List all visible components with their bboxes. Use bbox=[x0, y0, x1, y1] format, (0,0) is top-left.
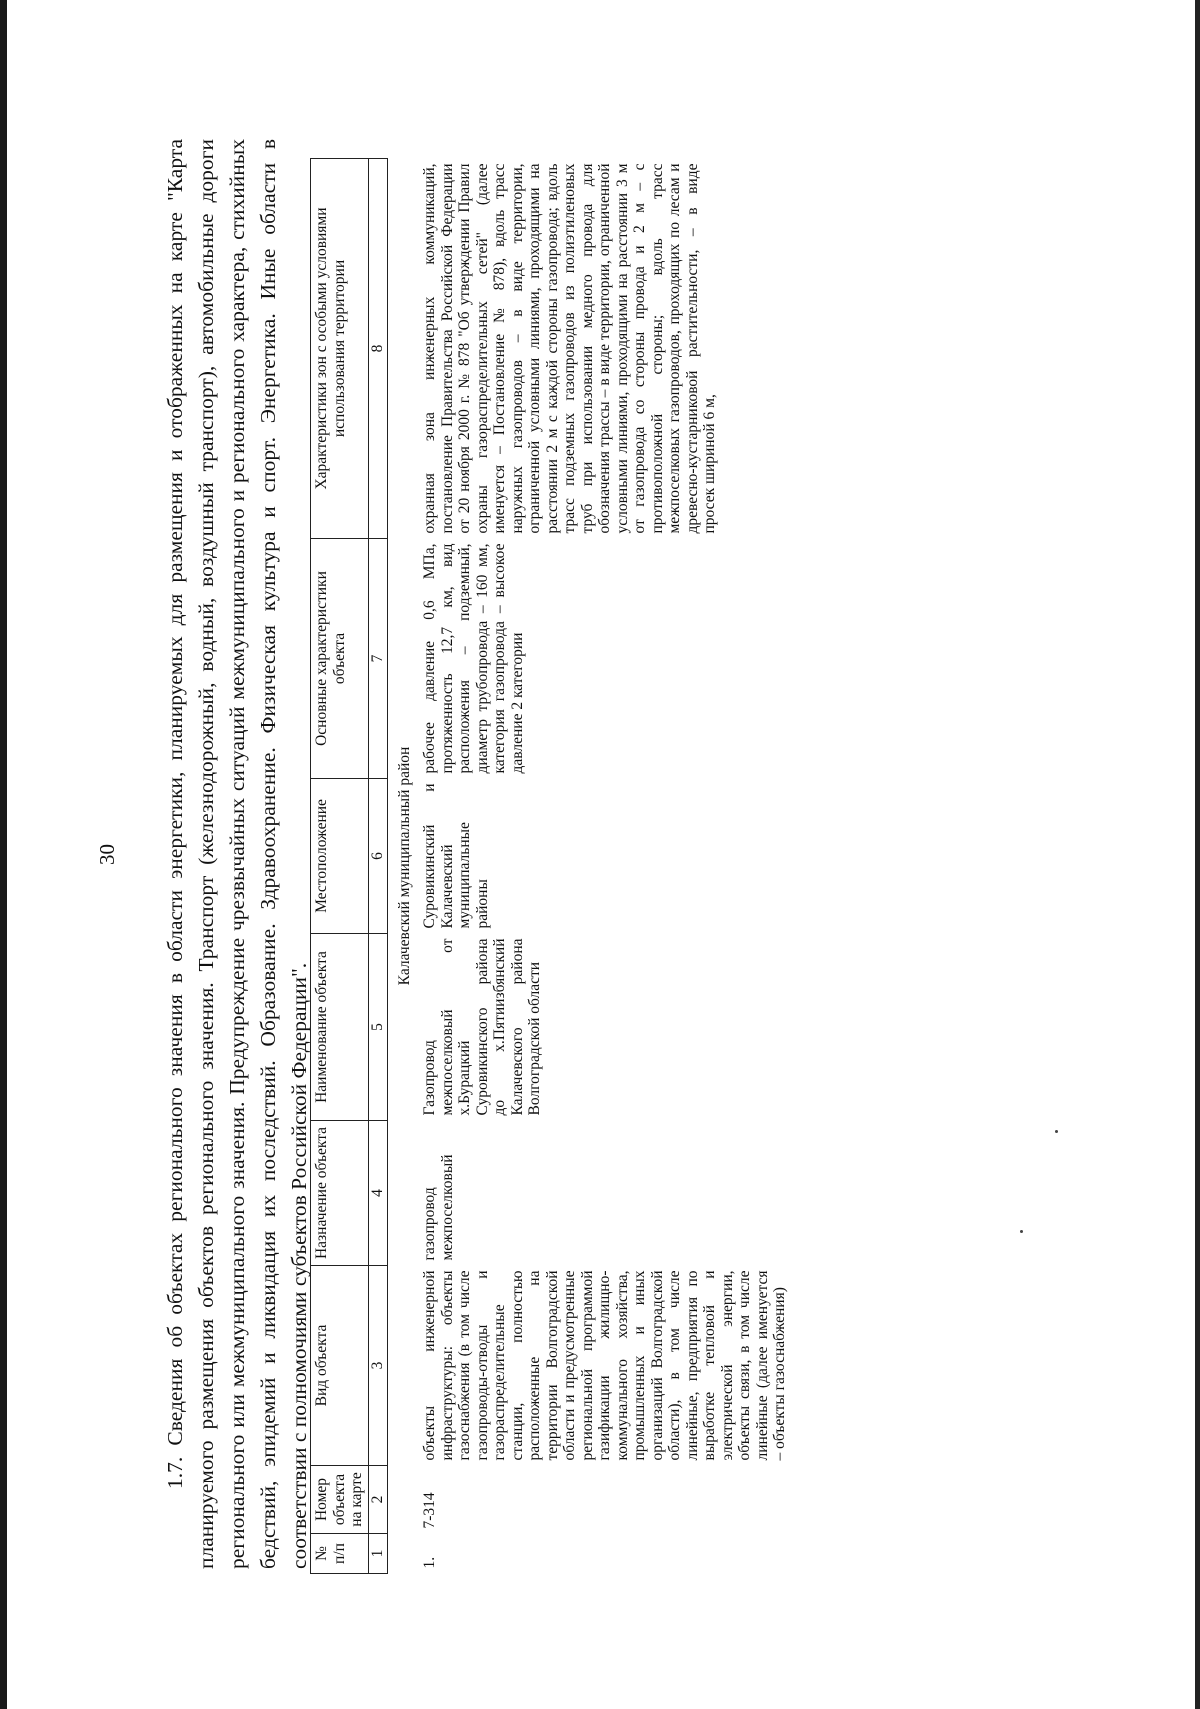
column-number-row bbox=[368, 159, 387, 1574]
row-number: 1. bbox=[421, 1556, 438, 1569]
column-number: 6 bbox=[368, 779, 387, 934]
object-name: Газопровод межпоселковый от х.Бурацкий Суровикинского района до х.Пятиизбянский Калачевского района Волгоградской области bbox=[421, 938, 543, 1116]
column-number: 3 bbox=[368, 1266, 387, 1466]
header-cell: Наименование объекта bbox=[311, 934, 369, 1121]
object-purpose: газопровод межпоселковый bbox=[421, 1154, 456, 1261]
header-cell: № п/п bbox=[311, 1534, 369, 1574]
column-number: 4 bbox=[368, 1121, 387, 1266]
table-row bbox=[419, 159, 791, 1574]
header-cell: Вид объекта bbox=[311, 1266, 369, 1466]
special-zones: охранная зона инженерных коммуникаций, постановление Правительства Российской Федерации от 20 ноября 2000 г. № 878 "Об утверждении Правил охраны газораспределительных сетей" (далее именуется – Постановление № 878), вдоль трасс наружных газопроводов – в виде территории, ограниченной условными линиями, проходящими на расстоянии 2 м с каждой стороны газопровода; вдоль трасс подземных газопроводов из полиэтиленовых труб при использовании медного провода для обозначения трассы – в виде территории, ограниченной условными линиями, проходящими на расстоянии 3 м от газопровода со стороны провода и 2 м – с противоположной стороны; вдоль трасс межпоселковых газопроводов, проходящих по лесам и древесно-кустарниковой растительности, – в виде просек шириной 6 м, bbox=[421, 163, 718, 534]
header-cell: Назначение объекта bbox=[311, 1121, 369, 1266]
header-cell: Местоположение bbox=[311, 779, 369, 934]
column-number: 5 bbox=[368, 934, 387, 1121]
map-object-number: 7-314 bbox=[421, 1492, 438, 1529]
object-location: Суровикинский и Калачевский муниципальные районы bbox=[421, 783, 491, 929]
header-cell: Основные характеристики объекта bbox=[311, 539, 369, 779]
header-cell: Характеристики зон с особыми условиями использования территории bbox=[311, 159, 369, 539]
page-number: 30 bbox=[95, 844, 119, 865]
section-heading: 1.7. Сведения об объектах регионального значения в области энергетики, планируемых для размещения и отображенных на карте "Карта планируемого размещения объектов регионального значения. Транспорт (железнодорожный, водный, воздушный транспорт), автомобильные дороги регионального или межмуниципального значения. Предупреждение чрезвычайных ситуаций межмуниципального и регионального характера, стихийных бедствий, эпидемий и ликвидация их последствий. Образование. Здравоохранение. Физическая культура и спорт. Энергетика. Иные области в соответствии с полномочиями субъектов Российской Федерации". bbox=[163, 139, 311, 1569]
column-number: 7 bbox=[368, 539, 387, 779]
column-number: 1 bbox=[368, 1534, 387, 1574]
district-row bbox=[387, 159, 419, 1574]
column-number: 2 bbox=[368, 1466, 387, 1534]
table-header-row bbox=[311, 159, 369, 1574]
object-kind: объекты инженерной инфраструктуры: объекты газоснабжения (в том числе газопроводы-отводы и газораспределительные станции, полностью расположенные на территории Волгоградской области и предусмотренные региональной программой газификации жилищно-коммунального хозяйства, промышленных и иных организаций Волгоградской области), в том числе линейные, предприятия по выработке тепловой и электрической энергии, объекты связи, в том числе линейные (далее именуется – объекты газоснабжения) bbox=[421, 1270, 788, 1461]
header-cell: Номер объекта на карте bbox=[311, 1466, 369, 1534]
energy-objects-table bbox=[310, 158, 791, 1574]
column-number: 8 bbox=[368, 159, 387, 539]
object-characteristics: рабочее давление 0,6 МПа, протяженность 12,7 км, вид расположения – подземный, диаметр трубопровода – 160 мм, категория газопровода – высокое давление 2 категории bbox=[421, 543, 526, 774]
district-name: Калачевский муниципальный район bbox=[395, 746, 413, 986]
